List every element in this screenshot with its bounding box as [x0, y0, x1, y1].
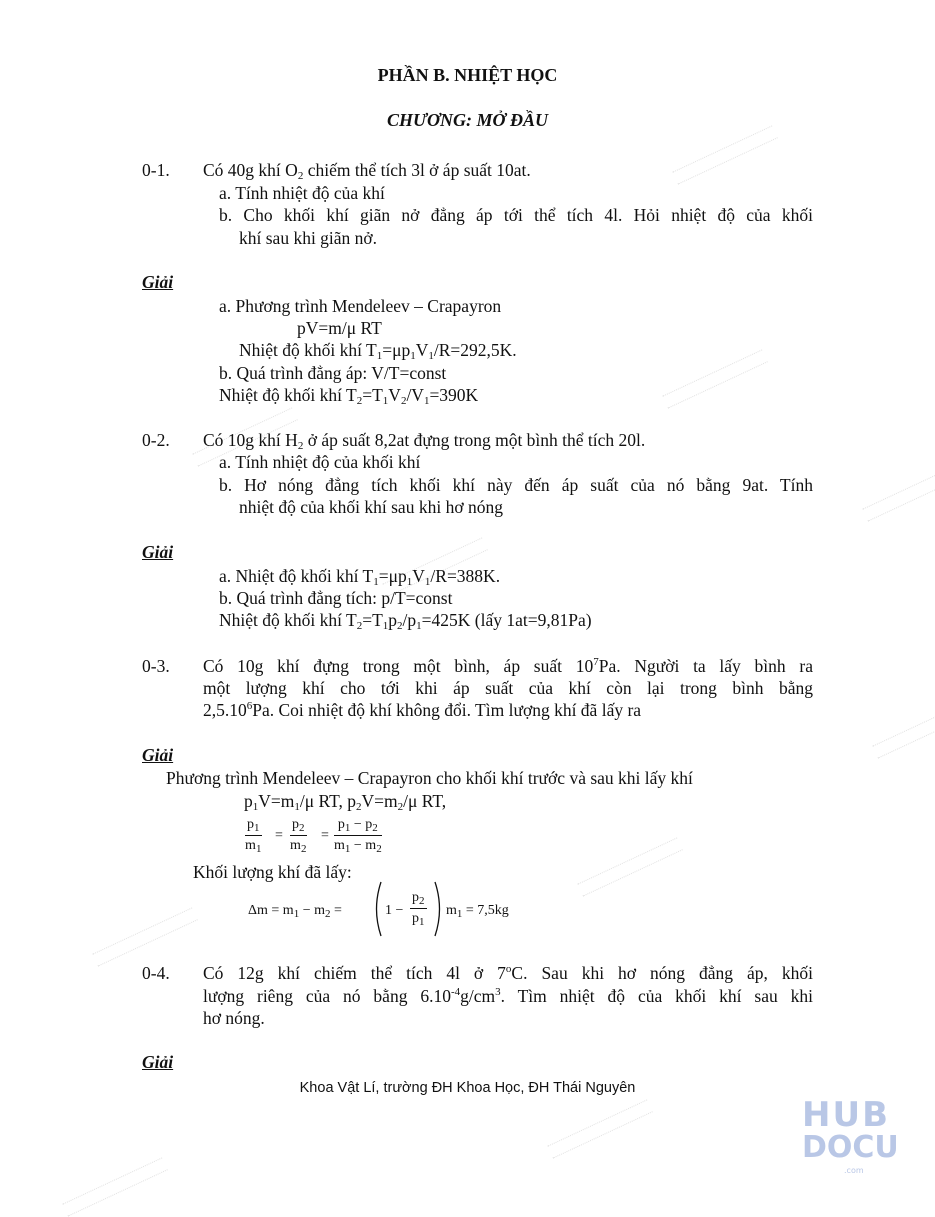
- solution-heading: Giải: [142, 745, 174, 765]
- problem-text: Có 40g khí $O_2$ chiếm thể tích 3l ở áp suất 10at.: [203, 160, 531, 182]
- chapter-title: CHƯƠNG: MỞ ĐẦU: [387, 110, 548, 130]
- solution-heading: Giải: [142, 272, 174, 292]
- watermark-line: [872, 699, 935, 758]
- problem-text: lượng riêng của nó bằng $6.10^{-4}g/cm^3$. Tìm nhiệt độ của khối khí sau khi: [203, 986, 813, 1006]
- solution-line: Nhiệt độ khối khí $T_2=T_1V_2/V_1=390K$: [219, 385, 479, 407]
- logo-text-com: .com: [844, 1166, 864, 1175]
- problem-part-b-cont: khí sau khi giãn nở.: [239, 228, 378, 248]
- watermark-line: [92, 907, 198, 966]
- watermark-line: [662, 349, 768, 408]
- problem-part-b-cont: nhiệt độ của khối khí sau khi hơ nóng: [239, 497, 503, 517]
- fraction-difference: $\frac{p_1 - p_2}{m_1 - m_2}$: [334, 817, 382, 855]
- problem-text: Có 10g khí đựng trong một bình, áp suất $10^7Pa$. Người ta lấy bình ra: [203, 656, 813, 676]
- solution-formula: $p_1V=m_1/\mu$ RT, $p_2V=m_2/\mu$ RT,: [244, 791, 447, 813]
- solution-line: Nhiệt độ khối khí $T_1=\mu p_1V_1/R=292,5K$.: [239, 340, 517, 362]
- page-footer: Khoa Vật Lí, trường ĐH Khoa Học, ĐH Thái Nguyên: [299, 1080, 636, 1096]
- problem-part-a: a. Tính nhiệt độ của khí: [219, 183, 385, 203]
- problem-text: một lượng khí cho tới khi áp suất của khí còn lại trong bình bằng: [203, 678, 813, 698]
- watermark-line: [862, 462, 935, 521]
- solution-formula: pV=m/μ RT: [297, 318, 382, 338]
- solution-line: b. Quá trình đẳng tích: p/T=const: [219, 588, 453, 608]
- problem-part-b: b. Cho khối khí giãn nở đẳng áp tới thể tích 4l. Hỏi nhiệt độ của khối: [219, 205, 813, 225]
- problem-number: 0-4.: [142, 963, 170, 983]
- logo-text-hub: HUB: [802, 1095, 890, 1135]
- solution-line: Nhiệt độ khối khí $T_2=T_1p_2/p_1=425K$ (lấy 1at=9,81Pa): [219, 610, 592, 632]
- delta-m-formula: $\Delta m = m_1 - m_2$ =: [248, 903, 342, 920]
- solution-line: a. Nhiệt độ khối khí $T_1=\mu p_1V_1/R=388K$.: [219, 566, 501, 588]
- problem-number: 0-3.: [142, 656, 170, 676]
- watermark-line: [62, 1157, 168, 1216]
- equals-sign: =: [275, 828, 283, 843]
- solution-line: Phương trình Mendeleev – Crapayron cho khối khí trước và sau khi lấy khí: [166, 768, 693, 788]
- logo-text-docu: DOCU: [802, 1130, 899, 1165]
- solution-line: b. Quá trình đẳng áp: V/T=const: [219, 363, 447, 383]
- problem-number: 0-2.: [142, 430, 170, 450]
- problem-text: Có 12g khí chiếm thể tích 4l ở 7$^o$C. Sau khi hơ nóng đẳng áp, khối: [203, 963, 814, 983]
- fraction-p2-m2: $\frac{p_2}{m_2}$: [290, 817, 307, 855]
- problem-text: Có 10g khí $H_2$ ở áp suất 8,2at đựng trong một bình thể tích 20l.: [203, 430, 646, 452]
- problem-text: hơ nóng.: [203, 1008, 265, 1028]
- solution-line: a. Phương trình Mendeleev – Crapayron: [219, 296, 502, 316]
- watermark-line: [672, 125, 778, 184]
- equals-sign: =: [321, 828, 329, 843]
- one-minus: 1 −: [385, 903, 404, 918]
- hubdocu-logo: [800, 1095, 910, 1178]
- solution-line: Khối lượng khí đã lấy:: [193, 862, 352, 882]
- fraction-p2-over-p1: $\frac{p_2}{p_1}$: [412, 890, 425, 928]
- delta-m-result: $m_1 = 7,5kg$: [446, 903, 509, 920]
- solution-heading: Giải: [142, 1052, 174, 1072]
- problem-text: 2,5.10$^6$Pa. Coi nhiệt độ khí không đổi. Tìm lượng khí đã lấy ra: [203, 700, 642, 720]
- problem-part-a: a. Tính nhiệt độ của khối khí: [219, 452, 421, 472]
- right-paren: [432, 880, 446, 938]
- page-title: PHẦN B. NHIỆT HỌC: [377, 65, 558, 85]
- problem-number: 0-1.: [142, 160, 170, 180]
- solution-heading: Giải: [142, 542, 174, 562]
- watermark-line: [547, 1099, 653, 1158]
- fraction-p1-m1: $\frac{p_1}{m_1}$: [245, 817, 262, 855]
- watermark-line: [577, 837, 683, 896]
- left-paren: [370, 880, 384, 938]
- problem-part-b: b. Hơ nóng đẳng tích khối khí này đến áp suất của nó bằng 9at. Tính: [219, 475, 813, 495]
